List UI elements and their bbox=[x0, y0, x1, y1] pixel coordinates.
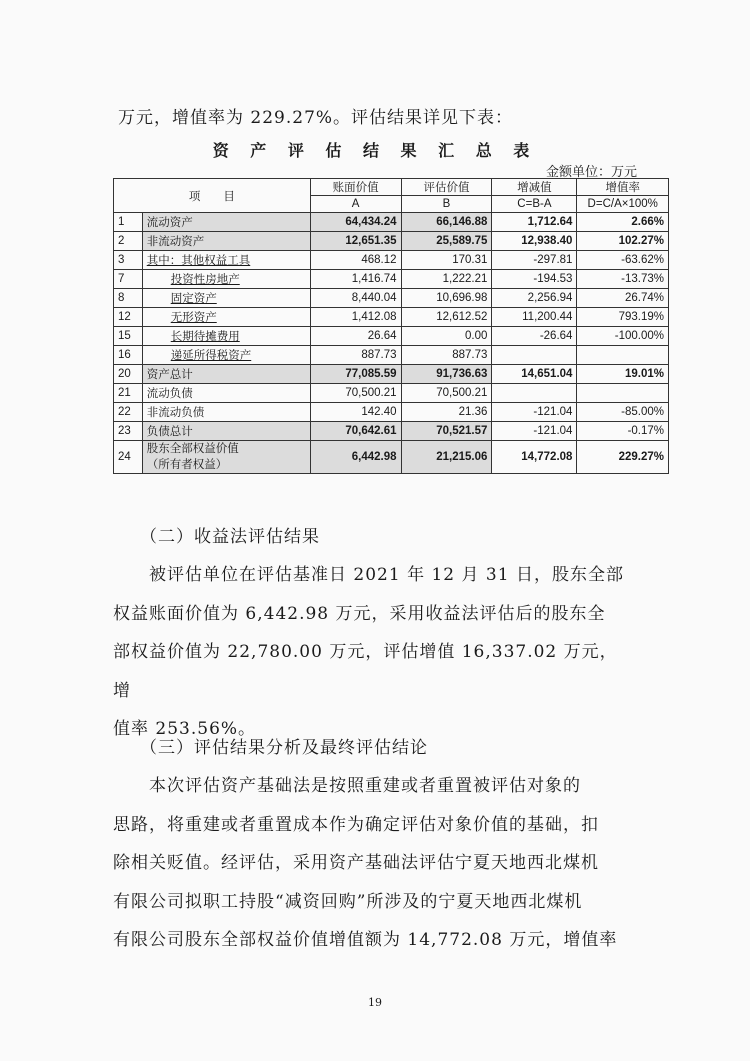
section3-paragraph bbox=[113, 767, 633, 960]
table-row bbox=[114, 346, 669, 365]
table-row bbox=[114, 213, 669, 232]
row-item: 递延所得税资产 bbox=[142, 346, 310, 365]
section3-line: 有限公司拟职工持股“减资回购”所涉及的宁夏天地西北煤机 bbox=[113, 891, 583, 912]
row-appraisal: 170.31 bbox=[401, 251, 492, 270]
row-change: 14,651.04 bbox=[492, 365, 577, 384]
table-row bbox=[114, 422, 669, 441]
row-appraisal: 12,612.52 bbox=[401, 308, 492, 327]
row-book: 70,500.21 bbox=[310, 384, 401, 403]
row-appraisal: 10,696.98 bbox=[401, 289, 492, 308]
row-item-line2: （所有者权益） bbox=[146, 459, 228, 471]
row-rate: 26.74% bbox=[577, 289, 669, 308]
row-appraisal: 66,146.88 bbox=[401, 213, 492, 232]
row-book: 142.40 bbox=[310, 403, 401, 422]
row-appraisal: 25,589.75 bbox=[401, 232, 492, 251]
row-rate: 102.27% bbox=[577, 232, 669, 251]
row-no: 1 bbox=[114, 213, 143, 232]
row-change: 12,938.40 bbox=[492, 232, 577, 251]
row-rate: 229.27% bbox=[577, 441, 669, 474]
row-appraisal: 21.36 bbox=[401, 403, 492, 422]
row-rate bbox=[577, 384, 669, 403]
row-item: 非流动资产 bbox=[142, 232, 310, 251]
row-no: 15 bbox=[114, 327, 143, 346]
row-rate: 2.66% bbox=[577, 213, 669, 232]
section3-line: 思路，将重建或者重置成本作为确定评估对象价值的基础，扣 bbox=[113, 814, 599, 835]
table-row bbox=[114, 384, 669, 403]
row-change bbox=[492, 346, 577, 365]
row-change: 1,712.64 bbox=[492, 213, 577, 232]
row-item: 长期待摊费用 bbox=[142, 327, 310, 346]
row-item bbox=[142, 441, 310, 474]
asset-appraisal-summary-table bbox=[113, 178, 669, 474]
table-row bbox=[114, 403, 669, 422]
row-no: 2 bbox=[114, 232, 143, 251]
row-rate: -100.00% bbox=[577, 327, 669, 346]
header-code-a: A bbox=[310, 196, 401, 213]
section3-heading: （三）评估结果分析及最终评估结论 bbox=[140, 738, 428, 758]
row-change: -297.81 bbox=[492, 251, 577, 270]
row-appraisal: 21,215.06 bbox=[401, 441, 492, 474]
row-rate: -85.00% bbox=[577, 403, 669, 422]
header-code-d: D=C/A×100% bbox=[577, 196, 669, 213]
row-rate: 793.19% bbox=[577, 308, 669, 327]
row-no: 12 bbox=[114, 308, 143, 327]
row-no: 24 bbox=[114, 441, 143, 474]
row-no: 8 bbox=[114, 289, 143, 308]
row-rate: 19.01% bbox=[577, 365, 669, 384]
row-no: 23 bbox=[114, 422, 143, 441]
row-book: 64,434.24 bbox=[310, 213, 401, 232]
row-item: 无形资产 bbox=[142, 308, 310, 327]
row-change: -26.64 bbox=[492, 327, 577, 346]
row-appraisal: 0.00 bbox=[401, 327, 492, 346]
row-appraisal: 91,736.63 bbox=[401, 365, 492, 384]
header-item: 项 目 bbox=[114, 179, 311, 213]
row-book: 6,442.98 bbox=[310, 441, 401, 474]
row-change: -194.53 bbox=[492, 270, 577, 289]
table-row bbox=[114, 441, 669, 474]
header-code-b: B bbox=[401, 196, 492, 213]
header-book-value: 账面价值 bbox=[310, 179, 401, 196]
table-row bbox=[114, 270, 669, 289]
row-book: 1,412.08 bbox=[310, 308, 401, 327]
table-row bbox=[114, 327, 669, 346]
row-change bbox=[492, 384, 577, 403]
section2-line: 被评估单位在评估基准日 2021 年 12 月 31 日，股东全部 bbox=[149, 565, 624, 585]
row-item: 负债总计 bbox=[142, 422, 310, 441]
row-no: 20 bbox=[114, 365, 143, 384]
header-code-c: C=B-A bbox=[492, 196, 577, 213]
row-book: 1,416.74 bbox=[310, 270, 401, 289]
table-row bbox=[114, 308, 669, 327]
table-header-row bbox=[114, 179, 669, 196]
row-book: 26.64 bbox=[310, 327, 401, 346]
row-appraisal: 70,500.21 bbox=[401, 384, 492, 403]
row-book: 70,642.61 bbox=[310, 422, 401, 441]
row-rate bbox=[577, 346, 669, 365]
header-change: 增减值 bbox=[492, 179, 577, 196]
row-change: 2,256.94 bbox=[492, 289, 577, 308]
section3-line: 本次评估资产基础法是按照重建或者重置被评估对象的 bbox=[149, 776, 581, 796]
row-item: 其中：其他权益工具 bbox=[142, 251, 310, 270]
section3-line: 有限公司股东全部权益价值增值额为 14,772.08 万元，增值率 bbox=[113, 930, 618, 950]
row-rate: -13.73% bbox=[577, 270, 669, 289]
row-item: 流动资产 bbox=[142, 213, 310, 232]
row-book: 8,440.04 bbox=[310, 289, 401, 308]
section2-line: 部权益价值为 22,780.00 万元，评估增值 16,337.02 万元，增 bbox=[113, 642, 618, 701]
table-row bbox=[114, 232, 669, 251]
table-title: 资 产 评 估 结 果 汇 总 表 bbox=[212, 141, 538, 160]
row-item: 固定资产 bbox=[142, 289, 310, 308]
row-no: 21 bbox=[114, 384, 143, 403]
row-item-line1: 股东全部权益价值 bbox=[146, 443, 239, 455]
section3-line: 除相关贬值。经评估，采用资产基础法评估宁夏天地西北煤机 bbox=[113, 853, 599, 873]
row-item: 投资性房地产 bbox=[142, 270, 310, 289]
row-item: 非流动负债 bbox=[142, 403, 310, 422]
row-rate: -63.62% bbox=[577, 251, 669, 270]
section2-line: 值率 253.56%。 bbox=[113, 719, 257, 739]
page-number: 19 bbox=[368, 996, 382, 1009]
header-rate: 增值率 bbox=[577, 179, 669, 196]
row-no: 7 bbox=[114, 270, 143, 289]
row-item: 资产总计 bbox=[142, 365, 310, 384]
row-item: 流动负债 bbox=[142, 384, 310, 403]
row-no: 22 bbox=[114, 403, 143, 422]
header-appraisal-value: 评估价值 bbox=[401, 179, 492, 196]
row-appraisal: 887.73 bbox=[401, 346, 492, 365]
section2-paragraph bbox=[113, 556, 633, 749]
row-book: 887.73 bbox=[310, 346, 401, 365]
table-row bbox=[114, 289, 669, 308]
row-change: -121.04 bbox=[492, 403, 577, 422]
row-change: -121.04 bbox=[492, 422, 577, 441]
row-change: 14,772.08 bbox=[492, 441, 577, 474]
row-appraisal: 70,521.57 bbox=[401, 422, 492, 441]
row-rate: -0.17% bbox=[577, 422, 669, 441]
row-change: 11,200.44 bbox=[492, 308, 577, 327]
row-no: 3 bbox=[114, 251, 143, 270]
row-appraisal: 1,222.21 bbox=[401, 270, 492, 289]
intro-line: 万元，增值率为 229.27%。评估结果详见下表： bbox=[118, 108, 514, 128]
amount-unit: 金额单位：万元 bbox=[545, 165, 637, 180]
table-row bbox=[114, 365, 669, 384]
row-no: 16 bbox=[114, 346, 143, 365]
table-row bbox=[114, 251, 669, 270]
section2-line: 权益账面价值为 6,442.98 万元，采用收益法评估后的股东全 bbox=[113, 603, 606, 624]
row-book: 468.12 bbox=[310, 251, 401, 270]
row-book: 12,651.35 bbox=[310, 232, 401, 251]
row-book: 77,085.59 bbox=[310, 365, 401, 384]
section2-heading: （二）收益法评估结果 bbox=[140, 527, 320, 547]
